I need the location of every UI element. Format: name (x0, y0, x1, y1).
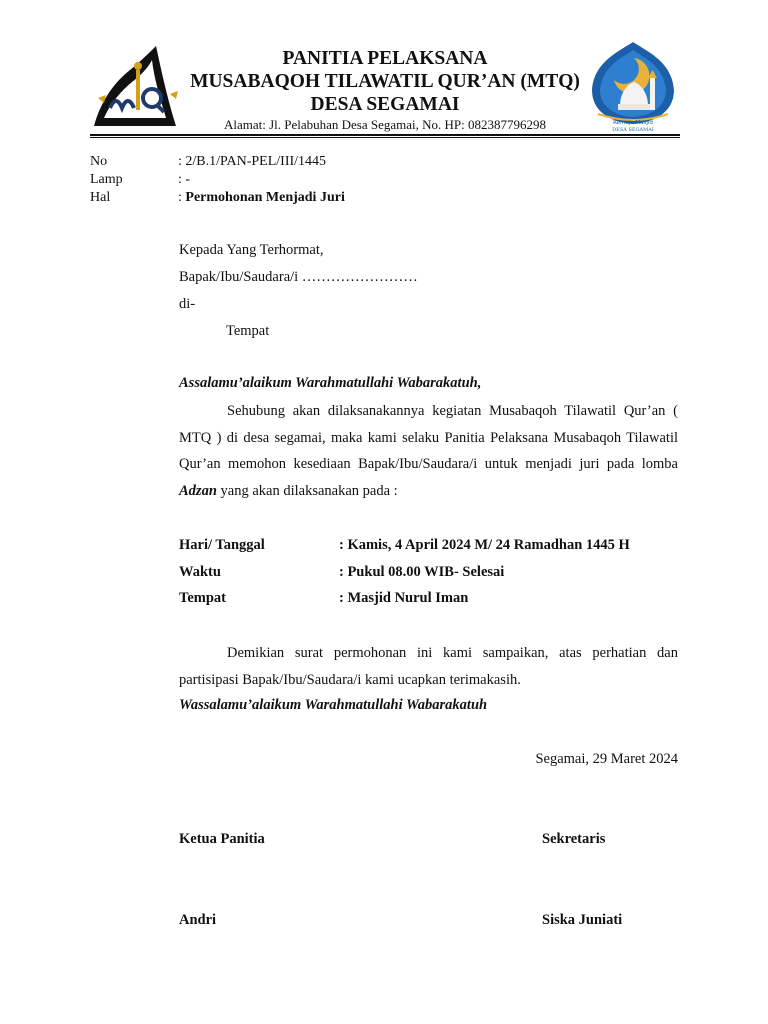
logo-text-1: Remaja Masjid (613, 120, 653, 126)
recipient-line-3: di- (179, 296, 196, 312)
letterhead-rule-thick (90, 134, 680, 136)
para1-end: yang akan dilaksanakan pada : (216, 482, 398, 499)
hal-field (178, 189, 345, 207)
hal-value: Permohonan Menjadi Juri (185, 190, 345, 205)
letterhead-line-2: MUSABAQOH TILAWATIL QUR’AN (MTQ) (190, 71, 580, 92)
mtq-logo (90, 44, 186, 134)
letterhead-rule-thin (90, 137, 680, 138)
signature-left-name: Andri (179, 912, 217, 928)
recipient-line-4: Tempat (226, 323, 270, 339)
recipient-line-2: Bapak/Ibu/Saudara/i …………………… (179, 269, 418, 285)
hal-prefix: : (178, 190, 186, 205)
no-label: No (90, 154, 108, 169)
letterhead-line-1: PANITIA PELAKSANA (282, 48, 488, 69)
event-value-date: : Kamis, 4 April 2024 M/ 24 Ramadhan 1445 H (339, 537, 630, 553)
closing-greeting: Wassalamu’alaikum Warahmatullahi Wabarakatuh (179, 697, 488, 713)
place-date: Segamai, 29 Maret 2024 (535, 751, 678, 767)
event-label-time: Waktu (179, 564, 221, 580)
body-paragraph-1 (179, 398, 678, 504)
lamp-value: : - (178, 172, 191, 187)
remaja-masjid-logo (588, 40, 678, 132)
no-value: : 2/B.1/PAN-PEL/III/1445 (178, 154, 327, 169)
closing-text: Demikian surat permohonan ini kami sampaikan, atas perhatian dan partisipasi Bapak/Ibu/Saudara/i kami ucapkan terimakasih. (179, 645, 678, 688)
hal-label: Hal (90, 190, 111, 205)
closing-paragraph (179, 640, 678, 693)
logo-text-2: DESA SEGAMAI (612, 127, 654, 132)
event-value-time: : Pukul 08.00 WIB- Selesai (339, 564, 505, 580)
lamp-label: Lamp (90, 172, 123, 187)
event-label-date: Hari/ Tanggal (179, 537, 265, 553)
para1-bold: Adzan (179, 482, 217, 499)
signature-right-title: Sekretaris (542, 831, 606, 847)
para1-start: Sehubung akan dilaksanakannya kegiatan Musabaqoh Tilawatil Qur’an ( MTQ ) di desa segamai, maka kami selaku Panitia Pelaksana Musabaqoh Tilawatil Qur’an memohon kesediaan Bapak/Ibu/Saudara/i untuk menjadi juri pada lomba (179, 403, 678, 472)
letterhead-line-3: DESA SEGAMAI (310, 94, 460, 115)
letterhead-address: Alamat: Jl. Pelabuhan Desa Segamai, No. HP: 082387796298 (223, 117, 547, 132)
signature-left-title: Ketua Panitia (179, 831, 265, 847)
recipient-line-1: Kepada Yang Terhormat, (179, 242, 324, 258)
event-label-place: Tempat (179, 590, 226, 606)
event-value-place: : Masjid Nurul Iman (339, 590, 469, 606)
signature-right-name: Siska Juniati (542, 912, 623, 928)
greeting: Assalamu’alaikum Warahmatullahi Wabarakatuh, (179, 375, 482, 391)
